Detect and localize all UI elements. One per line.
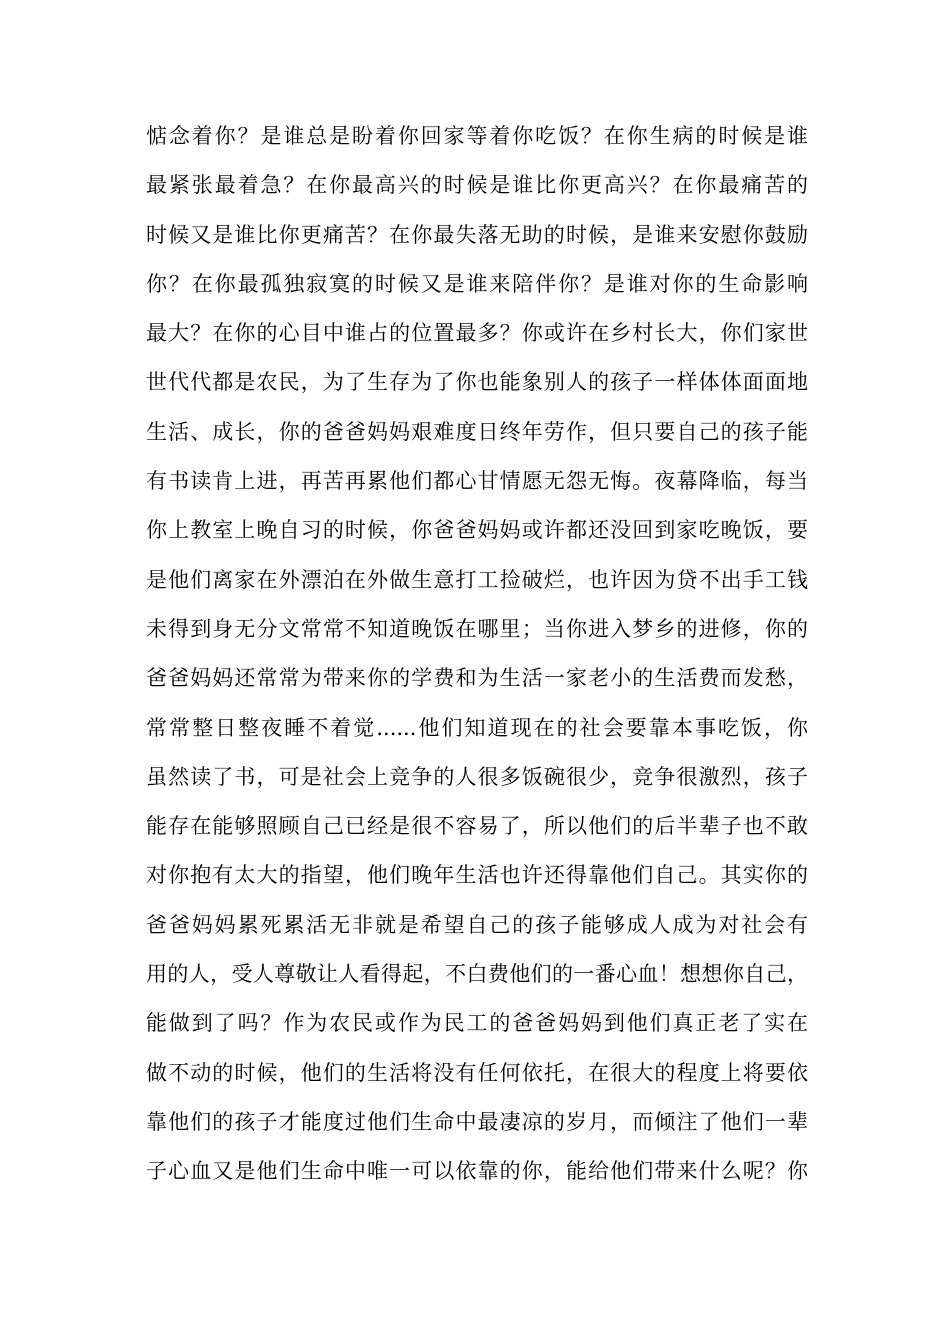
text-line: 生活、成长，你的爸爸妈妈艰难度日终年劳作，但只要自己的孩子能 (146, 419, 808, 444)
text-line: 是他们离家在外漂泊在外做生意打工捡破烂，也许因为贷不出手工钱 (146, 567, 808, 592)
text-line: 子心血又是他们生命中唯一可以依靠的你，能给他们带来什么呢？你 (146, 1159, 808, 1184)
text-line: 虽然读了书，可是社会上竞争的人很多饭碗很少，竞争很激烈，孩子 (146, 764, 808, 789)
text-line: 做不动的时候，他们的生活将没有任何依托，在很大的程度上将要依 (146, 1060, 808, 1085)
text-line: 靠他们的孩子才能度过他们生命中最凄凉的岁月，而倾注了他们一辈 (146, 1109, 808, 1134)
text-line: 世代代都是农民，为了生存为了你也能象别人的孩子一样体体面面地 (146, 370, 808, 395)
text-line: 你？在你最孤独寂寞的时候又是谁来陪伴你？是谁对你的生命影响 (146, 271, 808, 296)
text-line: 最紧张最着急？在你最高兴的时候是谁比你更高兴？在你最痛苦的 (146, 173, 808, 198)
text-line: 爸爸妈妈还常常为带来你的学费和为生活一家老小的生活费而发愁， (146, 666, 808, 691)
text-line: 最大？在你的心目中谁占的位置最多？你或许在乡村长大，你们家世 (146, 321, 808, 346)
body-text (146, 112, 808, 1197)
text-line: 你上教室上晚自习的时候，你爸爸妈妈或许都还没回到家吃晚饭，要 (146, 518, 808, 543)
text-line: 对你抱有太大的指望，他们晚年生活也许还得靠他们自己。其实你的 (146, 863, 808, 888)
text-line: 爸爸妈妈累死累活无非就是希望自己的孩子能够成人成为对社会有 (146, 912, 808, 937)
text-line: 未得到身无分文常常不知道晚饭在哪里；当你进入梦乡的进修，你的 (146, 616, 808, 641)
text-line: 能做到了吗？作为农民或作为民工的爸爸妈妈到他们真正老了实在 (146, 1011, 808, 1036)
text-line: 时候又是谁比你更痛苦？在你最失落无助的时候，是谁来安慰你鼓励 (146, 222, 808, 247)
text-line: 常常整日整夜睡不着觉......他们知道现在的社会要靠本事吃饭，你 (146, 715, 808, 740)
text-line: 惦念着你？是谁总是盼着你回家等着你吃饭？在你生病的时候是谁 (146, 124, 808, 148)
text-line: 有书读肯上进，再苦再累他们都心甘情愿无怨无悔。夜幕降临，每当 (146, 469, 808, 494)
text-line: 能存在能够照顾自己已经是很不容易了，所以他们的后半辈子也不敢 (146, 814, 808, 839)
text-line: 用的人，受人尊敬让人看得起，不白费他们的一番心血！想想你自己， (146, 962, 808, 987)
